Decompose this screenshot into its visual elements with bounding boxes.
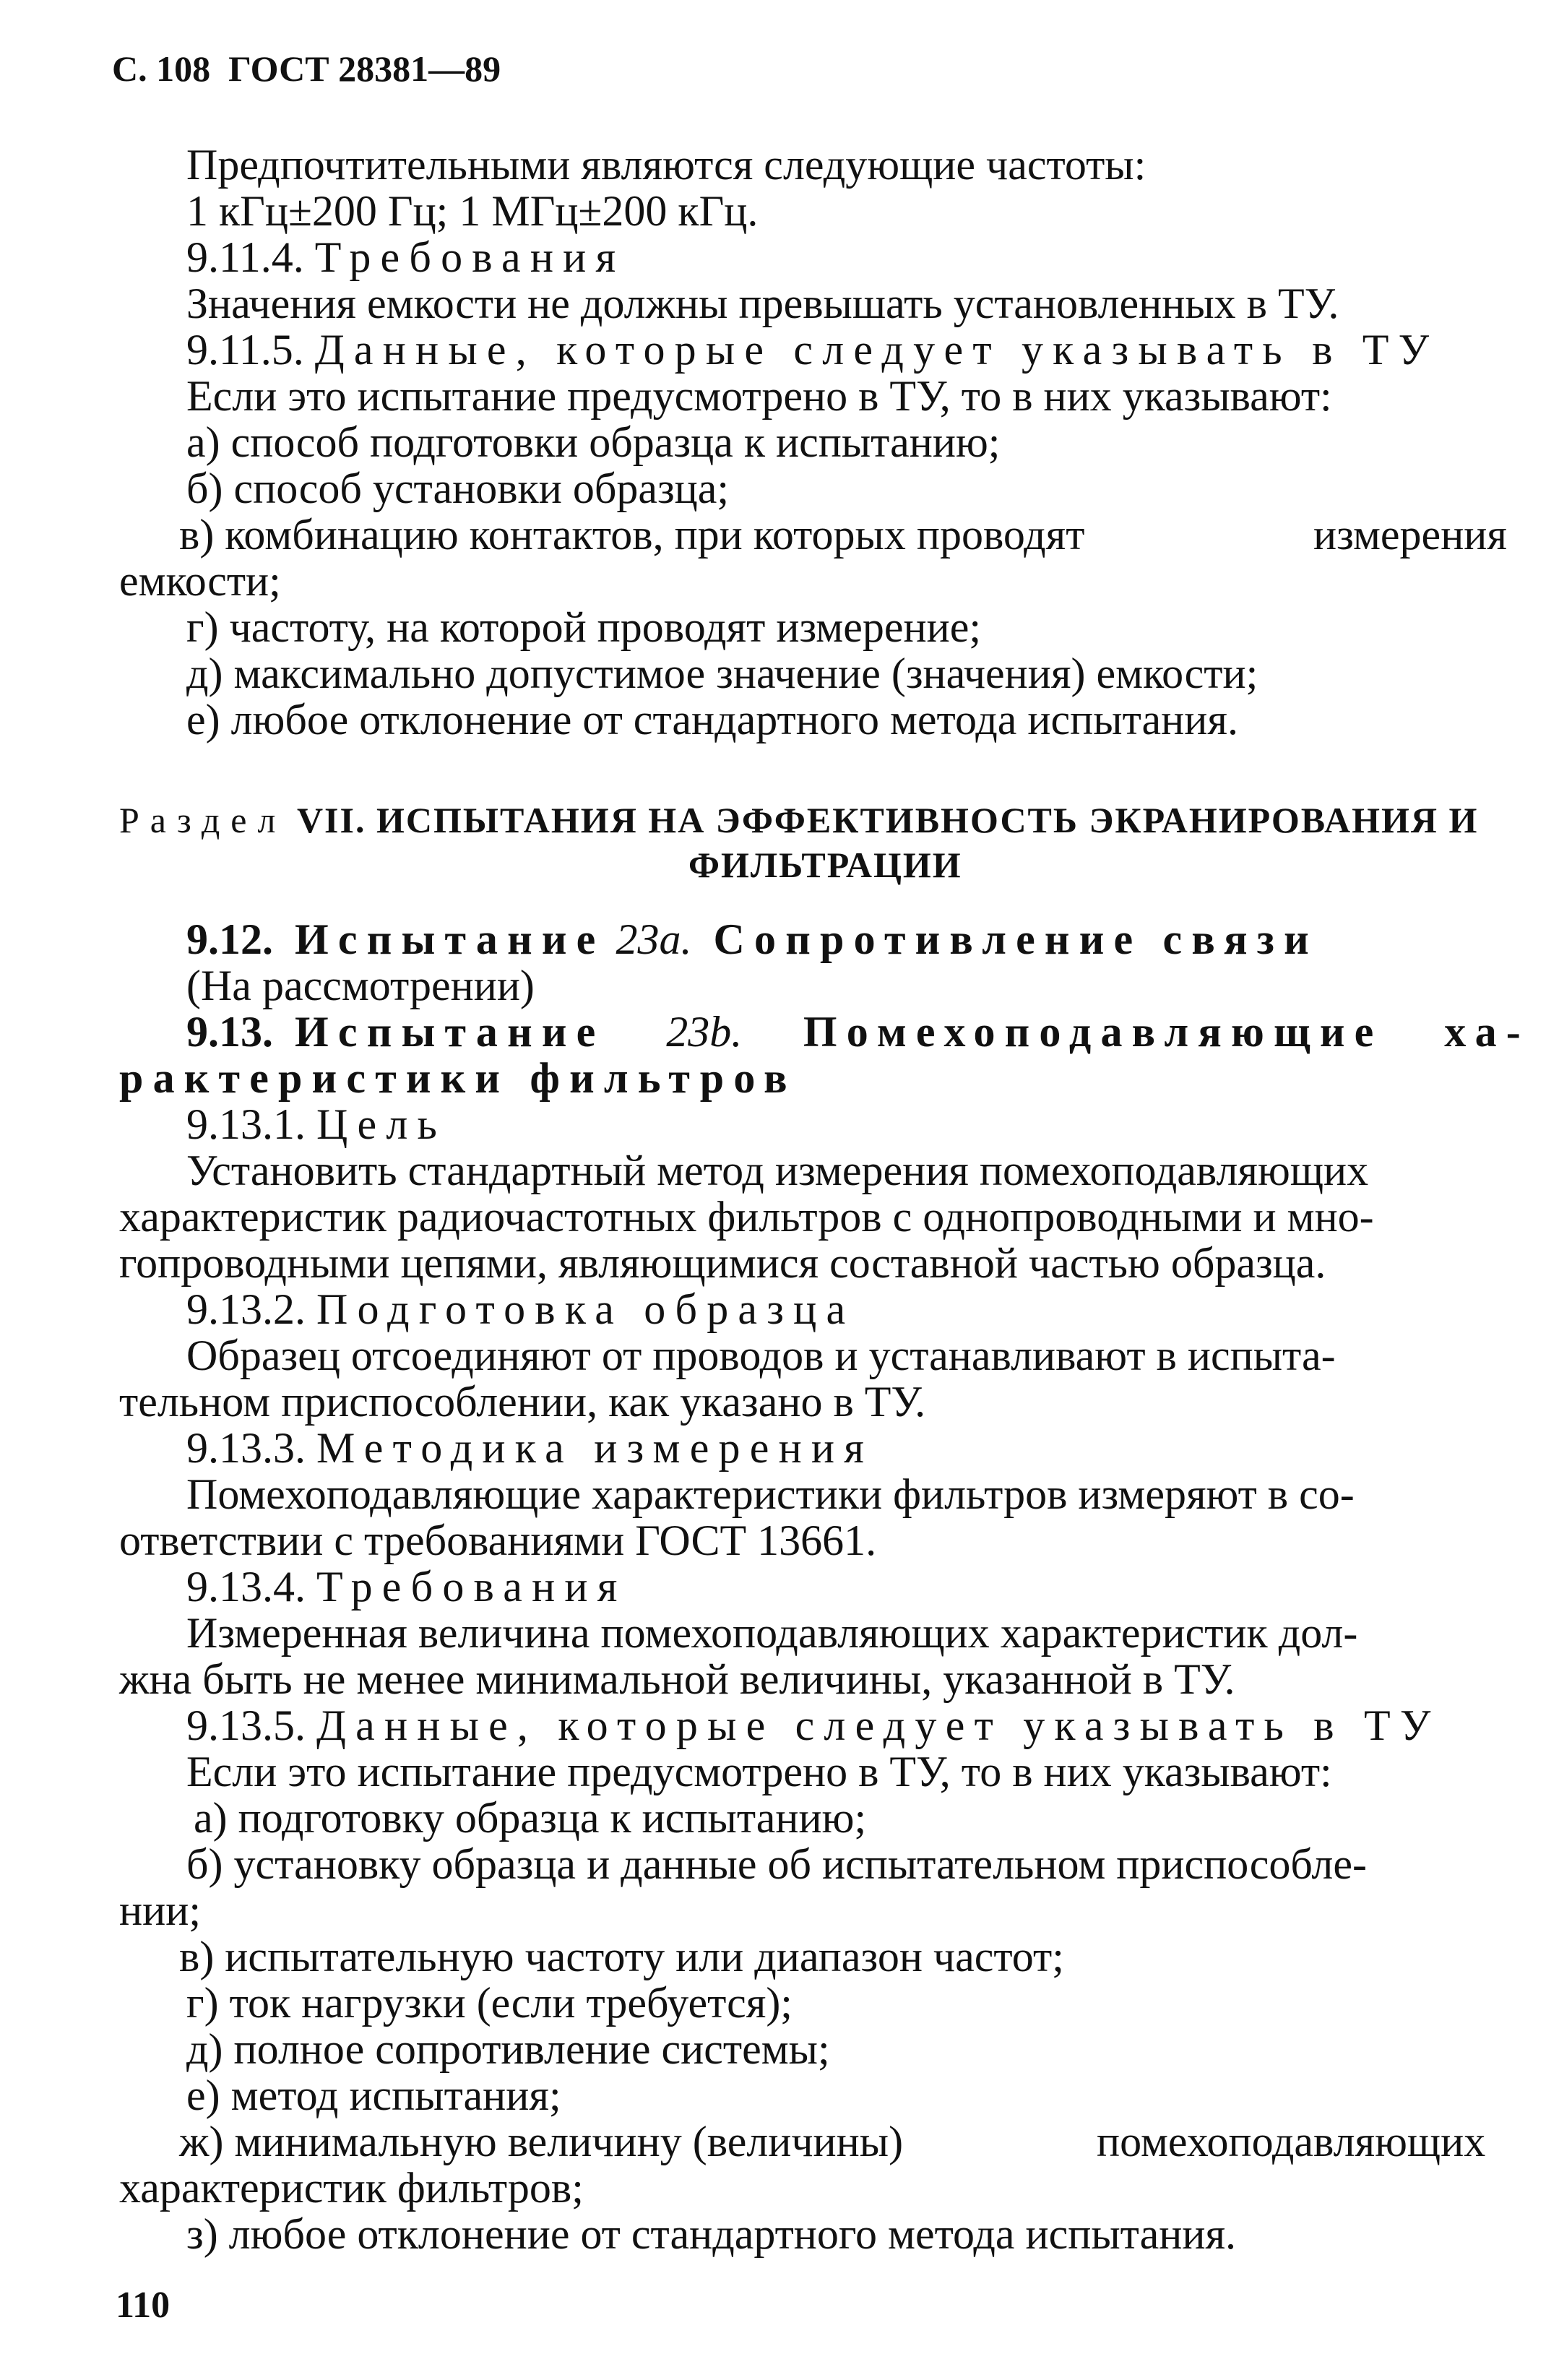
body-text: Образец отсоединяют от проводов и устанавливают в испыта- <box>186 1332 1336 1379</box>
body-text: Измеренная величина помехоподавляющих характеристик дол- <box>186 1609 1358 1657</box>
heading-9-13-3 <box>186 1426 873 1470</box>
heading-number: 9.13.4. <box>186 1563 306 1611</box>
intro-text: Если это испытание предусмотрено в ТУ, то в них указывают: <box>186 1748 1332 1795</box>
heading-number: 9.12. <box>186 915 273 963</box>
list-item-wrap: нии; <box>119 1887 201 1934</box>
heading-title: Цель <box>316 1100 447 1148</box>
list-item: а) способ подготовки образца к испытанию; <box>186 418 1001 466</box>
body-text: гопроводными цепями, являющимися составной частью образца. <box>119 1239 1326 1287</box>
list-item-continuation: измерения <box>1313 511 1508 559</box>
section-title-line1: VII. ИСПЫТАНИЯ НА ЭФФЕКТИВНОСТЬ ЭКРАНИРОВАНИЯ И <box>296 800 1479 840</box>
section-lead: Раздел <box>119 800 287 840</box>
list-item: ж) минимальную величину (величины) <box>179 2118 904 2165</box>
list-item-continuation: помехоподавляющих <box>1097 2118 1486 2165</box>
heading-number: 9.13.1. <box>186 1100 306 1148</box>
section-heading <box>119 802 1478 838</box>
heading-label: Испытание <box>295 1008 605 1056</box>
section-title-line2: ФИЛЬТРАЦИИ <box>688 845 962 885</box>
heading-9-13-1 <box>186 1100 447 1148</box>
list-item: д) максимально допустимое значение (значения) емкости; <box>186 650 1258 697</box>
heading-title-hyphen: ха- <box>1444 1008 1530 1056</box>
preferred-text: Предпочтительными являются следующие частоты: <box>186 141 1146 189</box>
list-item: е) любое отклонение от стандартного метода испытания. <box>186 696 1238 743</box>
heading-9-13 <box>186 1008 1530 1056</box>
heading-number: 9.11.4. <box>186 233 304 281</box>
list-item: е) метод испытания; <box>186 2071 561 2119</box>
list-item: г) ток нагрузки (если требуется); <box>186 1979 793 2027</box>
heading-number: 9.13.2. <box>186 1285 306 1333</box>
header-doc-code: ГОСТ 28381—89 <box>228 48 501 89</box>
heading-title: Методика измерения <box>316 1424 874 1472</box>
heading-number: 9.13. <box>186 1008 273 1056</box>
heading-9-11-5 <box>186 326 1439 374</box>
list-item: в) комбинацию контактов, при которых проводят <box>179 511 1085 559</box>
heading-title: Подготовка образца <box>316 1285 855 1333</box>
list-item: г) частоту, на которой проводят измерение; <box>186 603 982 651</box>
list-item: в) испытательную частоту или диапазон частот; <box>179 1933 1064 1980</box>
heading-9-11-4 <box>186 233 626 281</box>
heading-title: Помехоподавляющие <box>803 1008 1383 1056</box>
body-text: Установить стандартный метод измерения помехоподавляющих <box>186 1147 1369 1194</box>
list-item: з) любое отклонение от стандартного метода испытания. <box>186 2210 1237 2258</box>
list-item: б) установку образца и данные об испытательном приспособле- <box>186 1840 1367 1888</box>
heading-9-13-2 <box>186 1285 855 1333</box>
heading-9-13-5 <box>186 1704 1441 1747</box>
heading-title: Сопротивление связи <box>713 915 1318 963</box>
body-text: жна быть не менее минимальной величины, указанной в ТУ. <box>119 1655 1235 1703</box>
frequencies-text: 1 кГц±200 Гц; 1 МГц±200 кГц. <box>186 187 759 235</box>
list-item: д) полное сопротивление системы; <box>186 2025 830 2073</box>
list-item: б) способ установки образца; <box>186 465 730 512</box>
heading-code: 23b. <box>666 1008 743 1056</box>
heading-title: Требования <box>316 1563 627 1611</box>
heading-label: Испытание <box>295 915 605 963</box>
requirement-text: Значения емкости не должны превышать установленных в ТУ. <box>186 280 1339 327</box>
header-page-label: С. 108 <box>112 48 211 89</box>
heading-number: 9.13.5. <box>186 1702 306 1749</box>
heading-number: 9.13.3. <box>186 1424 306 1472</box>
heading-title: Требования <box>314 233 626 281</box>
list-item: а) подготовку образца к испытанию; <box>194 1794 867 1842</box>
body-text: Помехоподавляющие характеристики фильтров измеряют в со- <box>186 1470 1355 1518</box>
intro-text: Если это испытание предусмотрено в ТУ, то в них указывают: <box>186 372 1332 420</box>
heading-title: Данные, которые следует указывать в ТУ <box>314 326 1439 374</box>
heading-part <box>186 1008 605 1056</box>
heading-9-12 <box>186 915 1318 963</box>
body-text: характеристик радиочастотных фильтров с однопроводными и мно- <box>119 1193 1374 1241</box>
note-text: (На рассмотрении) <box>186 962 535 1009</box>
body-text: ответствии с требованиями ГОСТ 13661. <box>119 1517 877 1564</box>
heading-code: 23а. <box>616 915 692 963</box>
page-number: 110 <box>116 2285 170 2326</box>
list-item-wrap: емкости; <box>119 557 281 605</box>
heading-title-wrap: рактеристики фильтров <box>119 1054 797 1102</box>
heading-9-13-4 <box>186 1563 627 1611</box>
page-header <box>112 48 501 89</box>
heading-number: 9.11.5. <box>186 326 304 374</box>
heading-title: Данные, которые следует указывать в ТУ <box>316 1702 1441 1749</box>
list-item-wrap: характеристик фильтров; <box>119 2164 584 2212</box>
body-text: тельном приспособлении, как указано в ТУ. <box>119 1378 926 1426</box>
